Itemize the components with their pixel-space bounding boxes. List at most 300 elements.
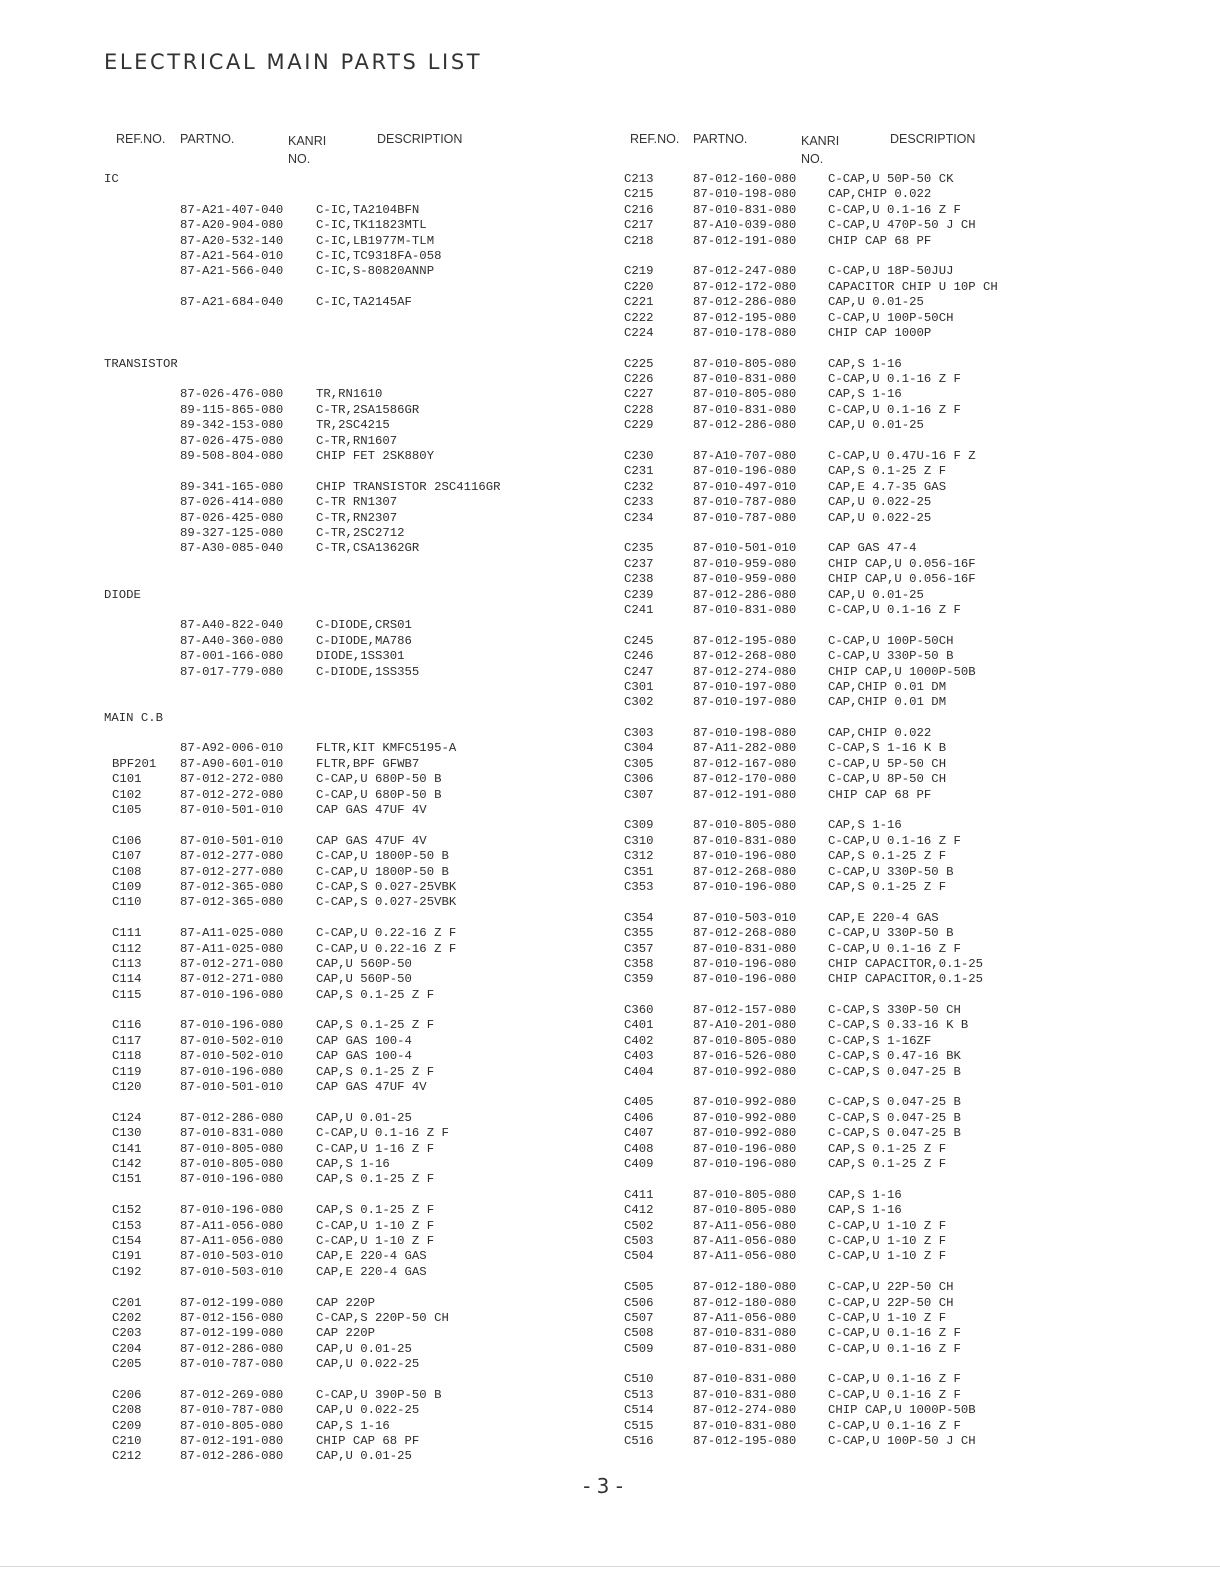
part-no: 87-010-502-010 — [180, 1049, 284, 1064]
parts-row — [624, 972, 1184, 987]
description: CAP,S 1-16 — [828, 356, 902, 371]
part-no: 87-010-501-010 — [180, 833, 284, 848]
part-no: 87-010-805-080 — [180, 1418, 284, 1433]
parts-row — [624, 218, 1184, 233]
ref-no: C217 — [624, 218, 654, 233]
part-no: 87-010-787-080 — [180, 1357, 284, 1372]
part-no: 87-A11-282-080 — [693, 741, 797, 756]
part-no: 87-010-831-080 — [693, 1418, 797, 1433]
ref-no: C411 — [624, 1187, 654, 1202]
description: C-CAP,U 0.1-16 Z F — [828, 402, 961, 417]
parts-row — [104, 1419, 604, 1434]
ref-no: C118 — [112, 1049, 142, 1064]
ref-no: C510 — [624, 1372, 654, 1387]
part-no: 87-010-501-010 — [693, 541, 797, 556]
part-no: 87-012-180-080 — [693, 1280, 797, 1295]
ref-no: C203 — [112, 1326, 142, 1341]
parts-row — [624, 172, 1184, 187]
part-no: 87-A21-407-040 — [180, 202, 284, 217]
column-header — [104, 128, 604, 172]
parts-row — [104, 1234, 604, 1249]
part-no: 87-012-195-080 — [693, 1434, 797, 1449]
ref-no: C209 — [112, 1418, 142, 1433]
part-no: 87-012-286-080 — [693, 587, 797, 602]
ref-no: C406 — [624, 1110, 654, 1125]
description: CAP,CHIP 0.01 DM — [828, 679, 947, 694]
part-no: 87-026-425-080 — [180, 510, 284, 525]
part-no: 87-010-196-080 — [180, 987, 284, 1002]
parts-row — [104, 264, 604, 279]
parts-row — [624, 634, 1184, 649]
parts-row — [104, 1172, 604, 1187]
description: C-CAP,U 1-10 Z F — [316, 1233, 435, 1248]
ref-no: C232 — [624, 479, 654, 494]
part-no: 87-012-195-080 — [693, 310, 797, 325]
ref-no: C409 — [624, 1157, 654, 1171]
parts-row — [104, 972, 604, 987]
part-no: 87-012-271-080 — [180, 972, 284, 987]
ref-no: C130 — [112, 1126, 142, 1141]
description: FLTR,KIT KMFC5195-A — [316, 741, 457, 756]
parts-row — [104, 526, 604, 541]
ref-no: C237 — [624, 556, 654, 571]
parts-row — [104, 403, 604, 418]
part-no: 87-012-156-080 — [180, 1310, 284, 1325]
ref-no: C304 — [624, 741, 654, 756]
header-kanri-no — [288, 132, 326, 168]
part-no: 87-012-180-080 — [693, 1295, 797, 1310]
part-no: 87-010-805-080 — [693, 1187, 797, 1202]
part-no: 87-012-271-080 — [180, 956, 284, 971]
ref-no: C302 — [624, 695, 654, 710]
part-no: 87-010-831-080 — [693, 202, 797, 217]
parts-row — [104, 849, 604, 864]
parts-row — [104, 1080, 604, 1095]
ref-no: C402 — [624, 1033, 654, 1048]
parts-row — [624, 203, 1184, 218]
parts-row — [104, 1357, 604, 1372]
part-no: 87-010-831-080 — [693, 1372, 797, 1387]
description: C-CAP,U 100P-50 J CH — [828, 1434, 976, 1449]
description: CAPACITOR CHIP U 10P CH — [828, 279, 998, 294]
description: CAP,U 0.01-25 — [828, 587, 924, 602]
parts-row — [104, 1049, 604, 1064]
ref-no: C215 — [624, 187, 654, 202]
parts-row — [624, 1326, 1184, 1341]
ref-no: C102 — [112, 787, 142, 802]
part-no: 87-010-196-080 — [693, 972, 797, 987]
description: DIODE,1SS301 — [316, 649, 405, 664]
parts-row — [624, 1342, 1184, 1357]
part-no: 87-012-286-080 — [180, 1449, 284, 1464]
description: C-CAP,U 0.22-16 Z F — [316, 926, 457, 941]
description: C-TR,RN2307 — [316, 510, 398, 525]
description: CHIP CAP,U 1000P-50B — [828, 1403, 976, 1418]
description: C-CAP,S 220P-50 CH — [316, 1310, 449, 1325]
ref-no: C208 — [112, 1403, 142, 1418]
part-no: 89-508-804-080 — [180, 449, 284, 464]
part-no: 87-012-268-080 — [693, 864, 797, 879]
description: C-CAP,U 0.1-16 Z F — [828, 1341, 961, 1356]
ref-no: C238 — [624, 572, 654, 587]
description: CAP,S 1-16 — [828, 387, 902, 402]
description: C-IC,TC9318FA-058 — [316, 248, 442, 263]
ref-no: C210 — [112, 1434, 142, 1449]
part-no: 87-A40-822-040 — [180, 618, 284, 633]
description: C-CAP,U 1800P-50 B — [316, 864, 449, 879]
part-no: 87-A10-039-080 — [693, 218, 797, 233]
part-no: 87-010-831-080 — [693, 602, 797, 617]
header-kanri-no-label: NO. — [801, 152, 824, 166]
ref-no: C106 — [112, 833, 142, 848]
description: CAP,CHIP 0.022 — [828, 726, 932, 741]
header-ref-no: REF.NO. — [116, 132, 166, 146]
part-no: 87-012-274-080 — [693, 664, 797, 679]
description: CAP,E 220-4 GAS — [828, 910, 939, 925]
part-no: 87-010-805-080 — [693, 1203, 797, 1218]
section-title-diode: DIODE — [104, 587, 141, 602]
parts-row — [104, 434, 604, 449]
part-no: 87-010-831-080 — [693, 833, 797, 848]
description: C-CAP,U 680P-50 B — [316, 772, 442, 787]
ref-no: C516 — [624, 1434, 654, 1449]
ref-no: C108 — [112, 864, 142, 879]
part-no: 87-A11-056-080 — [180, 1218, 284, 1233]
part-no: 87-010-959-080 — [693, 572, 797, 587]
ref-no: C353 — [624, 879, 654, 894]
description: C-IC,TA2145AF — [316, 295, 412, 310]
part-no: 87-A21-684-040 — [180, 295, 284, 310]
ref-no: C401 — [624, 1018, 654, 1033]
description: TR,2SC4215 — [316, 418, 390, 433]
parts-row — [624, 403, 1184, 418]
ref-no: C218 — [624, 233, 654, 248]
ref-no: C305 — [624, 756, 654, 771]
part-no: 87-010-197-080 — [693, 679, 797, 694]
ref-no: C351 — [624, 864, 654, 879]
parts-row — [624, 1095, 1184, 1110]
ref-no: C355 — [624, 926, 654, 941]
parts-row — [624, 1388, 1184, 1403]
parts-row — [104, 1311, 604, 1326]
part-no: 87-012-365-080 — [180, 879, 284, 894]
part-no: 87-010-198-080 — [693, 726, 797, 741]
ref-no: C224 — [624, 325, 654, 340]
description: CAP,S 1-16 — [316, 1418, 390, 1433]
part-no: 87-012-160-080 — [693, 172, 797, 186]
parts-row — [624, 1003, 1184, 1018]
part-no: 87-012-272-080 — [180, 787, 284, 802]
description: CAP,S 0.1-25 Z F — [828, 1157, 947, 1171]
description: C-IC,TA2104BFN — [316, 202, 420, 217]
ref-no: C117 — [112, 1033, 142, 1048]
part-no: 87-A40-360-080 — [180, 633, 284, 648]
description: CAP,U 0.022-25 — [828, 495, 932, 510]
part-no: 87-016-526-080 — [693, 1049, 797, 1064]
description: CAP,U 0.01-25 — [316, 1341, 412, 1356]
part-no: 87-010-787-080 — [693, 510, 797, 525]
parts-row — [624, 1219, 1184, 1234]
parts-row — [104, 895, 604, 910]
ref-no: C222 — [624, 310, 654, 325]
description: C-CAP,S 1-16ZF — [828, 1033, 932, 1048]
parts-row — [624, 695, 1184, 710]
ref-no: C225 — [624, 356, 654, 371]
ref-no: C513 — [624, 1387, 654, 1402]
description: C-CAP,U 1-10 Z F — [316, 1218, 435, 1233]
part-no: 87-012-272-080 — [180, 772, 284, 787]
parts-row — [624, 680, 1184, 695]
description: C-CAP,U 390P-50 B — [316, 1387, 442, 1402]
parts-row — [624, 1296, 1184, 1311]
ref-no: C312 — [624, 849, 654, 864]
column-header — [624, 128, 1184, 172]
ref-no: C105 — [112, 803, 142, 818]
part-no: 87-010-196-080 — [693, 956, 797, 971]
description: CAP,S 1-16 — [828, 818, 902, 833]
description: C-TR,2SA1586GR — [316, 402, 420, 417]
ref-no: C403 — [624, 1049, 654, 1064]
part-no: 87-A11-025-080 — [180, 926, 284, 941]
ref-no: C153 — [112, 1218, 142, 1233]
part-no: 87-012-199-080 — [180, 1295, 284, 1310]
ref-no: C115 — [112, 987, 142, 1002]
part-no: 87-010-196-080 — [693, 849, 797, 864]
ref-no: C226 — [624, 372, 654, 387]
description: C-CAP,U 470P-50 J CH — [828, 218, 976, 233]
part-no: 87-010-992-080 — [693, 1126, 797, 1141]
parts-row — [624, 449, 1184, 464]
parts-row — [624, 741, 1184, 756]
ref-no: C152 — [112, 1203, 142, 1218]
parts-row — [624, 1157, 1184, 1172]
ref-no: C301 — [624, 679, 654, 694]
part-no: 87-001-166-080 — [180, 649, 284, 664]
ref-no: C310 — [624, 833, 654, 848]
ref-no: C404 — [624, 1064, 654, 1079]
parts-row — [624, 834, 1184, 849]
description: CAP,S 0.1-25 Z F — [828, 879, 947, 894]
parts-row — [624, 1234, 1184, 1249]
description: C-CAP,S 330P-50 CH — [828, 1003, 961, 1018]
ref-no: C505 — [624, 1280, 654, 1295]
description: C-CAP,U 100P-50CH — [828, 633, 954, 648]
description: C-IC,LB1977M-TLM — [316, 233, 435, 248]
part-no: 87-026-476-080 — [180, 387, 284, 402]
part-no: 87-010-196-080 — [180, 1064, 284, 1079]
part-no: 87-010-831-080 — [693, 1387, 797, 1402]
part-no: 87-010-501-010 — [180, 803, 284, 818]
parts-row — [624, 541, 1184, 556]
description: CHIP CAP 68 PF — [828, 233, 932, 248]
header-kanri-no-label: NO. — [288, 152, 311, 166]
ref-no: C506 — [624, 1295, 654, 1310]
part-no: 87-A11-056-080 — [693, 1233, 797, 1248]
parts-row — [104, 1018, 604, 1033]
description: CAP,S 0.1-25 Z F — [316, 1064, 435, 1079]
description: CAP,S 1-16 — [316, 1157, 390, 1171]
parts-row — [624, 649, 1184, 664]
ref-no: C303 — [624, 726, 654, 741]
description: C-IC,TK11823MTL — [316, 218, 427, 233]
part-no: 87-012-195-080 — [693, 633, 797, 648]
ref-no: C405 — [624, 1095, 654, 1110]
parts-row — [104, 1142, 604, 1157]
description: C-CAP,U 0.1-16 Z F — [828, 1387, 961, 1402]
ref-no: C408 — [624, 1141, 654, 1156]
description: C-CAP,S 1-16 K B — [828, 741, 947, 756]
description: CHIP FET 2SK880Y — [316, 449, 435, 464]
parts-row — [624, 1311, 1184, 1326]
ref-no: C204 — [112, 1341, 142, 1356]
parts-row — [624, 1111, 1184, 1126]
part-no: 87-010-196-080 — [180, 1203, 284, 1218]
parts-row — [624, 1049, 1184, 1064]
description: C-CAP,U 330P-50 B — [828, 864, 954, 879]
parts-row — [624, 865, 1184, 880]
part-no: 87-010-787-080 — [693, 495, 797, 510]
part-no: 87-010-805-080 — [180, 1157, 284, 1171]
description: C-CAP,S 0.027-25VBK — [316, 895, 457, 910]
ref-no: C229 — [624, 418, 654, 433]
parts-row — [624, 187, 1184, 202]
part-no: 87-010-502-010 — [180, 1033, 284, 1048]
parts-list-left-column — [104, 128, 604, 1465]
parts-row — [624, 1018, 1184, 1033]
parts-row — [104, 1296, 604, 1311]
ref-no: C230 — [624, 449, 654, 464]
description: CAP,U 0.022-25 — [828, 510, 932, 525]
description: CHIP CAP,U 0.056-16F — [828, 556, 976, 571]
part-no: 87-012-268-080 — [693, 649, 797, 664]
description: C-CAP,S 0.047-25 B — [828, 1064, 961, 1079]
parts-row — [104, 741, 604, 756]
description: C-CAP,U 1-10 Z F — [828, 1218, 947, 1233]
description: C-CAP,U 5P-50 CH — [828, 756, 947, 771]
part-no: 87-010-805-080 — [180, 1141, 284, 1156]
header-kanri-no — [801, 132, 839, 168]
part-no: 87-010-196-080 — [693, 1157, 797, 1171]
part-no: 87-A11-056-080 — [693, 1249, 797, 1264]
part-no: 87-010-196-080 — [693, 1141, 797, 1156]
part-no: 89-327-125-080 — [180, 525, 284, 540]
description: CAP,U 560P-50 — [316, 956, 412, 971]
ref-no: C219 — [624, 264, 654, 279]
description: C-CAP,U 1-16 Z F — [316, 1141, 435, 1156]
parts-row — [104, 942, 604, 957]
page-number: - 3 - — [583, 1474, 623, 1498]
parts-row — [104, 926, 604, 941]
part-no: 89-341-165-080 — [180, 479, 284, 494]
part-no: 87-010-805-080 — [693, 356, 797, 371]
description: C-CAP,U 50P-50 CK — [828, 172, 954, 186]
ref-no: C142 — [112, 1157, 142, 1171]
part-no: 87-010-831-080 — [693, 372, 797, 387]
ref-no: C247 — [624, 664, 654, 679]
part-no: 87-A10-707-080 — [693, 449, 797, 464]
description: C-DIODE,MA786 — [316, 633, 412, 648]
parts-row — [104, 1434, 604, 1449]
description: CAP,CHIP 0.022 — [828, 187, 932, 202]
parts-row — [624, 511, 1184, 526]
parts-row — [624, 372, 1184, 387]
description: CAP,S 0.1-25 Z F — [828, 464, 947, 479]
ref-no: C221 — [624, 295, 654, 310]
parts-row — [624, 234, 1184, 249]
part-no: 87-A20-532-140 — [180, 233, 284, 248]
parts-row — [104, 788, 604, 803]
parts-row — [624, 1419, 1184, 1434]
part-no: 87-010-831-080 — [180, 1126, 284, 1141]
ref-no: C101 — [112, 772, 142, 787]
parts-row — [624, 264, 1184, 279]
parts-list-right-column — [624, 128, 1184, 1449]
ref-no: C191 — [112, 1249, 142, 1264]
parts-row — [624, 495, 1184, 510]
parts-row — [624, 1372, 1184, 1387]
part-no: 87-010-831-080 — [693, 402, 797, 417]
part-no: 87-A11-056-080 — [693, 1310, 797, 1325]
parts-row — [104, 418, 604, 433]
description: C-CAP,U 0.22-16 Z F — [316, 941, 457, 956]
parts-row — [104, 772, 604, 787]
parts-row — [624, 387, 1184, 402]
description: C-CAP,S 0.027-25VBK — [316, 879, 457, 894]
description: CAP 220P — [316, 1295, 376, 1310]
description: CAP,S 1-16 — [828, 1187, 902, 1202]
page-title: ELECTRICAL MAIN PARTS LIST — [104, 50, 483, 74]
description: C-TR,2SC2712 — [316, 525, 405, 540]
ref-no: C113 — [112, 956, 142, 971]
description: C-CAP,U 1800P-50 B — [316, 849, 449, 864]
parts-row — [104, 511, 604, 526]
ref-no: C201 — [112, 1295, 142, 1310]
description: C-CAP,S 0.47-16 BK — [828, 1049, 961, 1064]
parts-row — [104, 1157, 604, 1172]
part-no: 87-010-992-080 — [693, 1064, 797, 1079]
ref-no: C111 — [112, 926, 142, 941]
parts-row — [104, 249, 604, 264]
parts-row — [624, 926, 1184, 941]
parts-row — [624, 603, 1184, 618]
parts-row — [624, 1280, 1184, 1295]
parts-row — [624, 818, 1184, 833]
parts-row — [624, 1142, 1184, 1157]
description: C-CAP,U 330P-50 B — [828, 649, 954, 664]
parts-row — [624, 1188, 1184, 1203]
part-no: 87-010-831-080 — [693, 1326, 797, 1341]
ref-no: C227 — [624, 387, 654, 402]
description: CAP,E 220-4 GAS — [316, 1249, 427, 1264]
description: C-CAP,U 100P-50CH — [828, 310, 954, 325]
part-no: 87-012-274-080 — [693, 1403, 797, 1418]
parts-row — [624, 911, 1184, 926]
description: CHIP CAPACITOR,0.1-25 — [828, 972, 983, 987]
ref-no: C112 — [112, 941, 142, 956]
parts-row — [104, 1403, 604, 1418]
parts-row — [104, 665, 604, 680]
ref-no: C234 — [624, 510, 654, 525]
parts-row — [104, 1065, 604, 1080]
ref-no: C124 — [112, 1110, 142, 1125]
ref-no: C119 — [112, 1064, 142, 1079]
part-no: 87-A90-601-010 — [180, 756, 284, 771]
ref-no: C233 — [624, 495, 654, 510]
ref-no: C228 — [624, 402, 654, 417]
part-no: 87-010-831-080 — [693, 941, 797, 956]
part-no: 87-A11-056-080 — [180, 1233, 284, 1248]
part-no: 87-012-365-080 — [180, 895, 284, 910]
